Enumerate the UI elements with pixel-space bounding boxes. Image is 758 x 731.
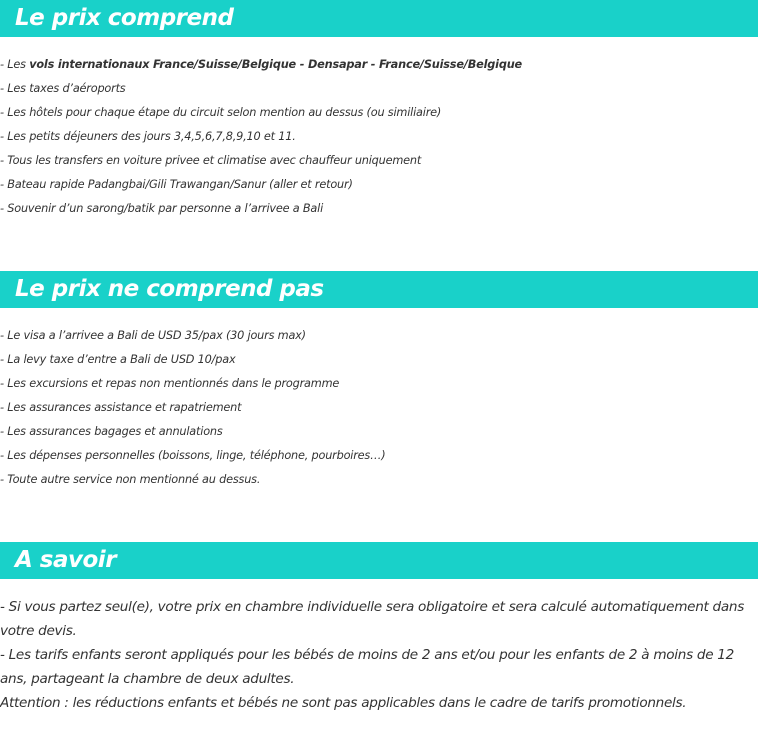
- section-header-savoir: [0, 542, 758, 579]
- item-text: - Les petits déjeuners des jours 3,4,5,6,7,8,9,10 et 11.: [0, 130, 296, 143]
- item-bold: vols internationaux France/Suisse/Belgique - Densapar - France/Suisse/Belgique: [29, 58, 523, 71]
- item-text: - Souvenir d’un sarong/batik par personne a l’arrivee a Bali: [0, 202, 324, 215]
- savoir-body: [0, 595, 758, 715]
- savoir-paragraph: - Si vous partez seul(e), votre prix en chambre individuelle sera obligatoire et sera calculé automatiquement dans votre devis.: [0, 599, 745, 639]
- list-item: [0, 149, 522, 173]
- item-text: - Les hôtels pour chaque étape du circuit selon mention au dessus (ou similiaire): [0, 106, 442, 119]
- list-item: - Les dépenses personnelles (boissons, linge, téléphone, pourboires…): [0, 449, 386, 462]
- list-item: - Le visa a l’arrivee a Bali de USD 35/pax (30 jours max): [0, 329, 306, 342]
- excludes-list: [0, 324, 385, 492]
- list-item: [0, 173, 522, 197]
- section-header-excludes: [0, 271, 758, 308]
- item-text: - Les taxes d’aéroports: [0, 82, 126, 95]
- item-prefix: - Les: [0, 58, 30, 71]
- savoir-paragraph: Attention : les réductions enfants et bébés ne sont pas applicables dans le cadre de tarifs promotionnels.: [0, 695, 687, 711]
- list-item: - Toute autre service non mentionné au dessus.: [0, 473, 261, 486]
- item-text: - Bateau rapide Padangbai/Gili Trawangan/Sanur (aller et retour): [0, 178, 353, 191]
- list-item: [0, 77, 522, 101]
- includes-list: [0, 53, 522, 221]
- item-text: - Tous les transfers en voiture privee et climatise avec chauffeur uniquement: [0, 154, 422, 167]
- section-title-includes: Le prix comprend: [15, 5, 234, 31]
- list-item: [0, 53, 522, 77]
- savoir-paragraph: - Les tarifs enfants seront appliqués pour les bébés de moins de 2 ans et/ou pour les enfants de 2 à moins de 12 ans, partageant la chambre de deux adultes.: [0, 647, 734, 687]
- list-item: - La levy taxe d’entre a Bali de USD 10/pax: [0, 353, 236, 366]
- section-title-excludes: Le prix ne comprend pas: [15, 276, 324, 302]
- list-item: - Les assurances bagages et annulations: [0, 425, 223, 438]
- list-item: [0, 101, 522, 125]
- section-header-includes: [0, 0, 758, 37]
- section-title-savoir: A savoir: [15, 547, 117, 573]
- list-item: - Les assurances assistance et rapatriement: [0, 401, 242, 414]
- list-item: - Les excursions et repas non mentionnés dans le programme: [0, 377, 340, 390]
- list-item: [0, 125, 522, 149]
- list-item: [0, 197, 522, 221]
